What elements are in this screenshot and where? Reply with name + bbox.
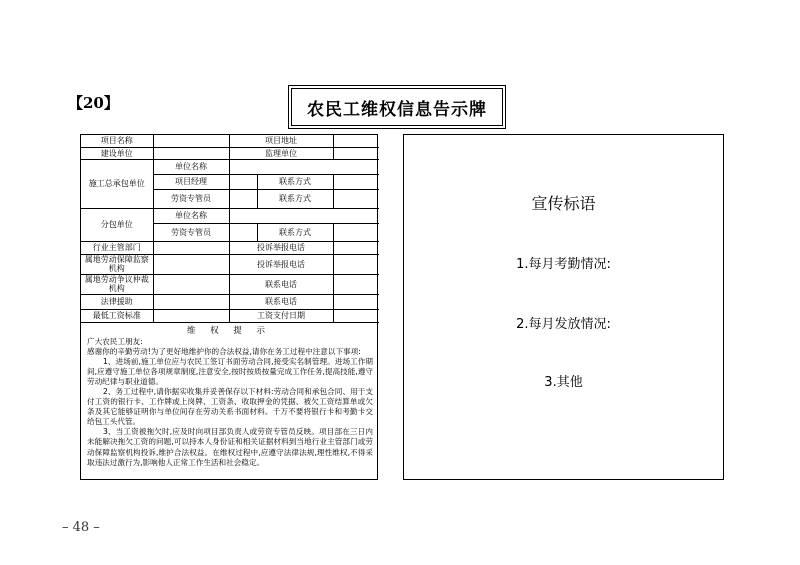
sub-labor-officer-value: [229, 223, 257, 241]
table-row: [81, 208, 379, 223]
sub-contact-method-label: 联系方式: [257, 223, 333, 241]
unit-name-value: [229, 159, 379, 174]
min-wage-value: [153, 309, 229, 322]
supervision-unit-value: [333, 147, 379, 159]
supervision-unit-label: 监理单位: [229, 147, 333, 159]
pay-date-label: 工资支付日期: [229, 309, 333, 322]
labor-arbitration-label: 属地劳动争议仲裁机构: [81, 274, 153, 294]
sub-unit-name-value: [229, 208, 379, 223]
contact-method-value: [333, 174, 379, 189]
pay-date-value: [333, 309, 379, 322]
project-name-value: [153, 135, 229, 147]
table-row: [81, 254, 379, 274]
sub-contact-method-value: [333, 223, 379, 241]
complaint-phone-value: [333, 241, 379, 254]
complaint-phone-label: 投诉举报电话: [229, 241, 333, 254]
general-contractor-label: 施工总承包单位: [81, 159, 153, 208]
arbitration-contact-phone-label: 联系电话: [229, 274, 333, 294]
unit-name-label: 单位名称: [153, 159, 229, 174]
notice-paragraph-3: 3、当工资被拖欠时,应及时向项目部负责人或劳资专管员反映。项目部在三日内未能解决拖欠工资的问题,可以持本人身份证和相关证据材料到当地行业主管部门或劳动保障监察机构投诉,维护合法权益。在维权过程中,应遵守法律法规,理性维权,不得采取违法过激行为,影响他人正常工作生活和社会稳定。: [87, 427, 373, 467]
notice-greeting: 广大农民工朋友:: [87, 336, 143, 346]
project-manager-label: 项目经理: [153, 174, 229, 189]
notice-paragraph-1: 1、进场前,施工单位应与农民工签订书面劳动合同,接受实名制管理。进场工作期间,应遵守施工单位各项规章制度,注意安全,按时按质按量完成工作任务,提高技能,遵守劳动纪律与职业道德。: [87, 356, 373, 386]
page-number: – 48 –: [62, 520, 100, 535]
legal-aid-label: 法律援助: [81, 294, 153, 309]
construction-unit-label: 建设单位: [81, 147, 153, 159]
industry-dept-value: [153, 241, 229, 254]
notice-intro: 感谢你的辛勤劳动!为了更好地维护你的合法权益,请你在务工过程中注意以下事项:: [87, 346, 361, 356]
slogan-heading: 宣传标语: [531, 194, 596, 213]
arbitration-contact-phone-value: [333, 274, 379, 294]
section-label: 【20】: [68, 94, 119, 112]
attendance-item: 1.每月考勤情况:: [516, 257, 611, 272]
min-wage-label: 最低工资标准: [81, 309, 153, 322]
construction-unit-value: [153, 147, 229, 159]
table-row: [81, 241, 379, 254]
contact-method-label: 联系方式: [257, 174, 333, 189]
table-row: [81, 274, 379, 294]
table-row: [81, 159, 379, 174]
table-row: [81, 135, 379, 147]
inspection-complaint-phone-value: [333, 254, 379, 274]
legal-aid-value: [153, 294, 229, 309]
inspection-complaint-phone-label: 投诉举报电话: [229, 254, 333, 274]
labor-inspection-label: 属地劳动保障监察机构: [81, 254, 153, 274]
contact-method-value: [333, 189, 379, 208]
table-row: [81, 309, 379, 322]
board-title: [291, 88, 503, 126]
rights-notice: [81, 337, 377, 468]
labor-arbitration-value: [153, 274, 229, 294]
subcontractor-label: 分包单位: [81, 208, 153, 241]
notice-paragraph-2: 2、务工过程中,请你据实收集并妥善保存以下材料:劳动合同和承包合同、用于支付工资的银行卡、工作牌或上岗牌、工资条、收取押金的凭据、被欠工资结算单或欠条及其它能够证明你与单位间存在劳动关系书面材料。千万不要将银行卡和考勤卡交给包工头代管。: [87, 386, 373, 427]
board-title-text: 农民工维权信息告示牌: [307, 99, 487, 120]
sub-unit-name-label: 单位名称: [153, 208, 229, 223]
info-table: [81, 135, 379, 323]
project-address-label: 项目地址: [229, 135, 333, 147]
labor-inspection-value: [153, 254, 229, 274]
labor-officer-label: 劳资专管员: [153, 189, 229, 208]
legal-aid-contact-phone-value: [333, 294, 379, 309]
other-item: 3.其他: [544, 375, 583, 390]
sub-labor-officer-label: 劳资专管员: [153, 223, 229, 241]
contact-method-label: 联系方式: [257, 189, 333, 208]
table-row: [81, 147, 379, 159]
industry-dept-label: 行业主管部门: [81, 241, 153, 254]
project-address-value: [333, 135, 379, 147]
payment-item: 2.每月发放情况:: [516, 317, 611, 332]
slogan-panel: [403, 134, 724, 480]
table-row: [81, 294, 379, 309]
project-manager-value: [229, 174, 257, 189]
info-panel: [80, 134, 378, 480]
notice-title: 维 权 提 示: [186, 325, 272, 336]
legal-aid-contact-phone-label: 联系电话: [229, 294, 333, 309]
project-name-label: 项目名称: [81, 135, 153, 147]
labor-officer-value: [229, 189, 257, 208]
